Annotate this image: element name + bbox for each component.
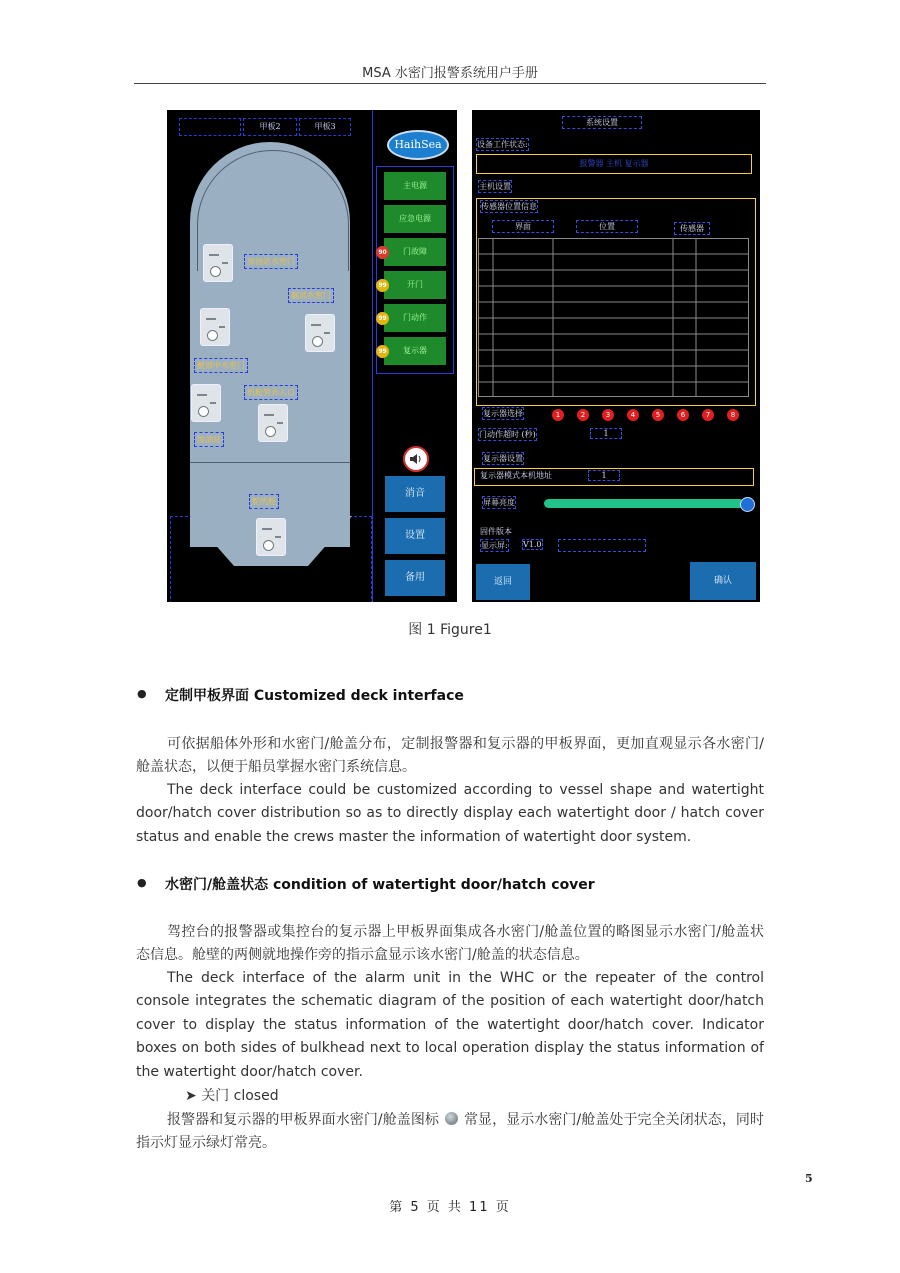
- bullet: ●: [137, 876, 147, 889]
- door-label-6: 舵机舱: [249, 494, 279, 509]
- repeater-select-label: 复示器选择: [483, 409, 523, 418]
- bulkhead-line: [190, 462, 350, 463]
- repeater-select-4[interactable]: 4: [627, 409, 639, 421]
- count-badge: 99: [376, 345, 389, 358]
- deck-tab-1[interactable]: [179, 118, 241, 136]
- main-power-button[interactable]: 主电源: [384, 172, 446, 200]
- speaker-icon[interactable]: [403, 446, 429, 472]
- host-settings[interactable]: 主机设置: [479, 182, 511, 191]
- repeater-addr-input[interactable]: 1: [588, 470, 620, 481]
- back-button[interactable]: 返回: [476, 564, 530, 600]
- figure-caption: 图 1 Figure1: [408, 622, 492, 638]
- paragraph-part: 常显，显示水密门/舱盖处于完全关闭状态，同时指示灯显示绿灯常亮。: [136, 1112, 764, 1152]
- count-badge: 99: [376, 312, 389, 325]
- door-icon[interactable]: [200, 308, 230, 346]
- count-badge: 90: [376, 246, 389, 259]
- open-door-button[interactable]: 开门: [384, 271, 446, 299]
- slider-handle[interactable]: [740, 497, 755, 512]
- bullet: ●: [137, 687, 147, 700]
- count-badge: 99: [376, 279, 389, 292]
- mute-button[interactable]: 消音: [385, 476, 445, 512]
- door-fault-button[interactable]: 门故障: [384, 238, 446, 266]
- sub-item: [185, 1085, 279, 1105]
- repeater-select-3[interactable]: 3: [602, 409, 614, 421]
- section-heading: 定制甲板界面 Customized deck interface: [165, 688, 464, 704]
- page-header: MSA 水密门报警系统用户手册: [362, 66, 538, 81]
- emergency-power-button[interactable]: 应急电源: [384, 205, 446, 233]
- paragraph-cn: 驾控台的报警器或集控台的复示器上甲板界面集成各水密门/舱盖位置的略图显示水密门/舱盖状态信息。舱壁的两侧就地操作旁的指示盒显示该水密门/舱盖的状态信息。: [136, 924, 764, 964]
- door-label-5: 加油站: [194, 432, 224, 447]
- settings-title: 系统设置: [562, 116, 642, 129]
- timeout-input[interactable]: 1: [590, 428, 622, 439]
- timeout-label: 门动作超时 (秒): [479, 430, 536, 439]
- brightness-slider[interactable]: [544, 499, 744, 508]
- firmware-label: 固件版本: [480, 527, 512, 536]
- page-footer: 第 5 页 共 11 页: [389, 1200, 511, 1215]
- paragraph-closed: [136, 1109, 764, 1156]
- repeater-select-7[interactable]: 7: [702, 409, 714, 421]
- repeater-select-1[interactable]: 1: [552, 409, 564, 421]
- repeater-select-6[interactable]: 6: [677, 409, 689, 421]
- door-icon[interactable]: [256, 518, 286, 556]
- section-heading: 水密门/舱盖状态 condition of watertight door/hatch cover: [165, 877, 595, 893]
- repeater-addr-label: 复示器模式本机地址: [480, 471, 552, 480]
- deck-interface-screenshot: [167, 110, 457, 602]
- column-header: 位置: [576, 220, 638, 233]
- work-status-label: 设备工作状态:: [477, 140, 528, 149]
- display-version: V1.0: [523, 540, 542, 549]
- deck-tab-3[interactable]: 甲板3: [299, 118, 351, 136]
- door-label-4: 机舱管弄入口: [244, 385, 298, 400]
- door-label-3: 艉部中水密门: [194, 358, 248, 373]
- header-rule: [134, 83, 766, 84]
- repeater-button[interactable]: 复示器: [384, 337, 446, 365]
- column-header: 传感器: [674, 222, 710, 235]
- version-extra: [558, 539, 646, 552]
- repeater-settings-label: 复示器设置: [483, 454, 523, 463]
- arrow-icon: ➤: [185, 1088, 197, 1104]
- work-status-value: 报警器 主机 复示器: [476, 154, 752, 174]
- door-status-icon: [445, 1112, 458, 1125]
- door-action-button[interactable]: 门动作: [384, 304, 446, 332]
- deck-tab-2[interactable]: 甲板2: [243, 118, 297, 136]
- sensor-table-grid: [478, 238, 750, 398]
- page-number: 5: [805, 1172, 813, 1185]
- column-header: 界面: [492, 220, 554, 233]
- display-label: 显示屏:: [481, 541, 508, 550]
- settings-button[interactable]: 设置: [385, 518, 445, 554]
- door-icon[interactable]: [203, 244, 233, 282]
- paragraph-en: The deck interface of the alarm unit in the WHC or the repeater of the control console integrates the schematic diagram of the position of each watertight door/hatch cover to display the status information of the watertight door/hatch cover. Indicator boxes on both sides of bulkhead next to local operation display the status information of the watertight door/hatch cover.: [136, 970, 764, 1080]
- brightness-label: 屏幕亮度: [483, 498, 515, 507]
- paragraph-part: 报警器和复示器的甲板界面水密门/舱盖图标: [167, 1112, 439, 1128]
- door-label-1: 加油站水密门: [244, 254, 298, 269]
- settings-screenshot: [472, 110, 760, 602]
- repeater-select-5[interactable]: 5: [652, 409, 664, 421]
- paragraph-cn: 可依据船体外形和水密门/舱盖分布，定制报警器和复示器的甲板界面，更加直观显示各水密门/ 舱盖状态，以便于船员掌握水密门系统信息。: [136, 736, 764, 776]
- repeater-select-8[interactable]: 8: [727, 409, 739, 421]
- confirm-button[interactable]: 确认: [690, 562, 756, 600]
- paragraph-en: The deck interface could be customized according to vessel shape and watertight door/hatch cover distribution so as to directly display each watertight door / hatch cover status and enable the crews master the information of watertight door system.: [136, 782, 764, 845]
- door-icon[interactable]: [191, 384, 221, 422]
- standby-button[interactable]: 备用: [385, 560, 445, 596]
- haihsea-logo: HaihSea: [387, 130, 449, 160]
- door-icon[interactable]: [305, 314, 335, 352]
- sensor-info-label: 传感器位置信息: [481, 202, 537, 211]
- repeater-select-2[interactable]: 2: [577, 409, 589, 421]
- door-icon[interactable]: [258, 404, 288, 442]
- sub-item-label: 关门 closed: [201, 1088, 279, 1104]
- door-label-2: 艉部水密门: [288, 288, 334, 303]
